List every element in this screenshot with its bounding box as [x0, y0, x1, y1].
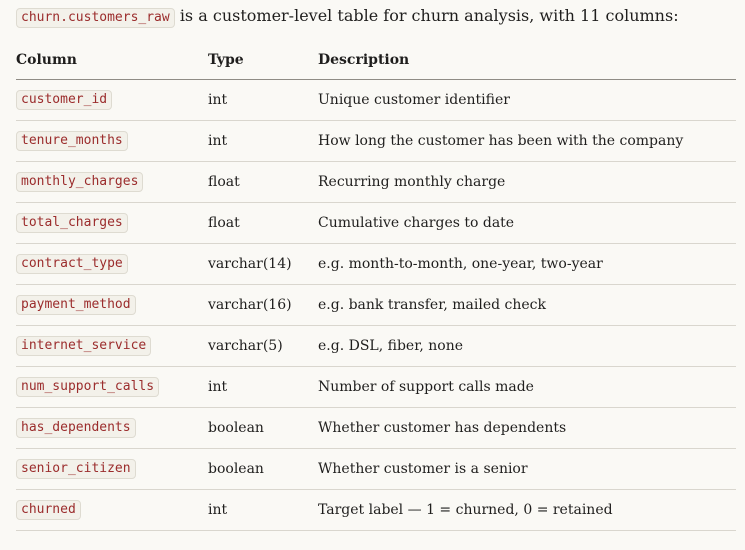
table-row [16, 326, 736, 367]
table-row [16, 162, 736, 203]
description-cell: How long the customer has been with the company [318, 121, 736, 162]
description-cell: Unique customer identifier [318, 80, 736, 121]
column-name-cell [16, 408, 208, 449]
table-name-code: churn.customers_raw [16, 8, 175, 28]
description-cell: Target label — 1 = churned, 0 = retained [318, 490, 736, 531]
type-cell: float [208, 203, 318, 244]
column-name-cell [16, 449, 208, 490]
column-name-cell [16, 490, 208, 531]
type-cell: int [208, 121, 318, 162]
intro-text: is a customer-level table for churn analysis, with 11 columns: [179, 6, 679, 25]
table-row [16, 367, 736, 408]
table-row [16, 449, 736, 490]
column-name-code: churned [16, 500, 81, 520]
description-cell: Whether customer has dependents [318, 408, 736, 449]
description-cell: Cumulative charges to date [318, 203, 736, 244]
column-name-cell [16, 285, 208, 326]
column-name-code: total_charges [16, 213, 128, 233]
type-cell: boolean [208, 449, 318, 490]
description-cell: e.g. month-to-month, one-year, two-year [318, 244, 736, 285]
column-name-code: tenure_months [16, 131, 128, 151]
column-name-cell [16, 203, 208, 244]
column-name-code: internet_service [16, 336, 151, 356]
table-row [16, 80, 736, 121]
column-name-code: senior_citizen [16, 459, 136, 479]
column-name-cell [16, 244, 208, 285]
description-cell: Number of support calls made [318, 367, 736, 408]
type-cell: varchar(16) [208, 285, 318, 326]
header-column: Column [16, 40, 208, 80]
header-description: Description [318, 40, 736, 80]
column-name-cell [16, 326, 208, 367]
type-cell: varchar(5) [208, 326, 318, 367]
column-name-cell [16, 367, 208, 408]
table-row [16, 121, 736, 162]
table-header-row [16, 40, 736, 80]
type-cell: int [208, 367, 318, 408]
type-cell: varchar(14) [208, 244, 318, 285]
column-name-cell [16, 162, 208, 203]
table-row [16, 285, 736, 326]
type-cell: int [208, 490, 318, 531]
header-type: Type [208, 40, 318, 80]
column-name-code: monthly_charges [16, 172, 143, 192]
table-row [16, 490, 736, 531]
columns-table [16, 40, 736, 531]
column-name-code: customer_id [16, 90, 112, 110]
table-row [16, 203, 736, 244]
table-row [16, 244, 736, 285]
table-row [16, 408, 736, 449]
column-name-cell [16, 80, 208, 121]
column-name-code: num_support_calls [16, 377, 159, 397]
column-name-cell [16, 121, 208, 162]
intro-paragraph [16, 5, 679, 28]
description-cell: Recurring monthly charge [318, 162, 736, 203]
description-cell: Whether customer is a senior [318, 449, 736, 490]
type-cell: float [208, 162, 318, 203]
description-cell: e.g. DSL, fiber, none [318, 326, 736, 367]
column-name-code: contract_type [16, 254, 128, 274]
type-cell: int [208, 80, 318, 121]
description-cell: e.g. bank transfer, mailed check [318, 285, 736, 326]
column-name-code: has_dependents [16, 418, 136, 438]
type-cell: boolean [208, 408, 318, 449]
column-name-code: payment_method [16, 295, 136, 315]
